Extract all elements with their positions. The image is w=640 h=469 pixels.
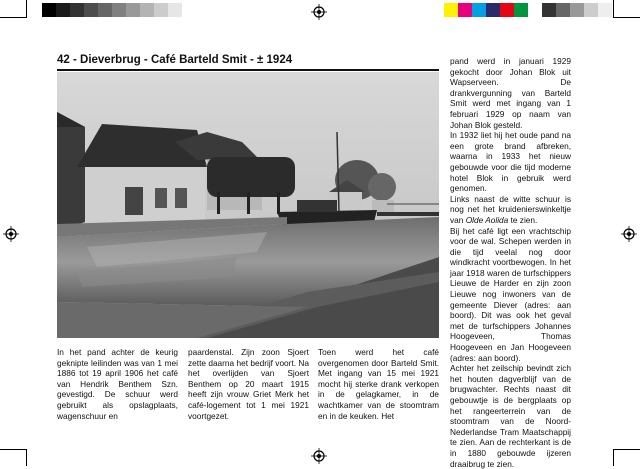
crop-mark <box>26 0 27 18</box>
text-column-middle <box>188 347 309 421</box>
registration-mark-icon <box>3 226 19 242</box>
historic-photo <box>57 72 439 338</box>
crop-mark <box>613 0 614 18</box>
paragraph: Bij het café ligt een vrachtschip voor de wal. Schepen werden in die tijd veelal nog door windkracht voortbewogen. In het jaar 1918 waren de turfschippers Lieuwe de Harder en zijn zoon Lieuwe nog inwoners van de gemeente Diever (adres: aan boord). Dit was ook het geval met de turfschippers Johannes Hoogeveen, Thomas Hoogeveen en Jan Hoogeveen (adres: aan boord). <box>450 225 571 363</box>
title-rule <box>57 69 439 71</box>
paragraph: paardenstal. Zijn zoon Sjoert zette daarna het bedrijf voort. Na het overlijden van Sjoert Benthem op 20 maart 1915 heeft zijn vrouw Griet Merk het café-logement tot 1 mei 1921 voortgezet. <box>188 347 309 421</box>
crop-mark <box>613 449 614 466</box>
registration-mark-icon <box>621 226 637 242</box>
crop-mark <box>614 17 640 18</box>
paragraph: In het pand achter de keurig geknipte leilinden was van 1 mei 1886 tot 19 april 1906 het café van Hendrik Benthem Szn. gevestigd. De schuur werd gebruikt als opslagplaats, wagenschuur en <box>57 347 178 421</box>
paragraph: Achter het zeilschip bevindt zich het houten dagverblijf van de brugwachter. Rechts naast dit gebouwtje is de bergplaats op het rangeerterrein van de stoomtram van de Noord-Nederlandse Tram Maatschappij te zien. Aan de rechterkant is de in 1880 gebouwde ijzeren draaibrug te zien. <box>450 363 571 469</box>
color-calibration-bar <box>444 3 612 17</box>
registration-mark-icon <box>311 448 327 464</box>
page-title: 42 - Dieverbrug - Café Barteld Smit - ± 1924 <box>57 54 293 66</box>
registration-mark-icon <box>311 4 327 20</box>
crop-mark <box>0 17 26 18</box>
text-run: te zien. <box>508 214 538 225</box>
paragraph <box>450 194 571 226</box>
shop-name: Olde Aolida <box>465 214 509 225</box>
crop-mark <box>614 449 640 450</box>
paragraph: pand werd in januari 1929 gekocht door Johan Blok uit Wapserveen. De drankvergunning van Barteld Smit werd met ingang van 1 februari 1929 op naam van Johan Blok gesteld. <box>450 56 571 130</box>
crop-mark <box>0 449 26 450</box>
text-run: Links naast de witte schuur is nog net het kruidenierswinkeltje van <box>450 193 571 225</box>
grayscale-calibration-bar <box>42 3 196 17</box>
text-column-left <box>57 347 178 421</box>
crop-mark <box>26 449 27 466</box>
text-column-right <box>318 347 439 421</box>
cafe-canal-photo <box>57 72 439 338</box>
paragraph: In 1932 liet hij het oude pand na een grote brand afbreken, waarna in 1933 het nieuw gebouwde voor die tijd moderne hotel Blok in gebruik werd genomen. <box>450 130 571 194</box>
paragraph: Toen werd het café overgenomen door Barteld Smit. Met ingang van 15 mei 1921 mocht hij sterke drank verkopen in de gelagkamer, in de wachtkamer van de stoomtram en in de keuken. Het <box>318 347 439 421</box>
text-column-side <box>450 56 571 469</box>
